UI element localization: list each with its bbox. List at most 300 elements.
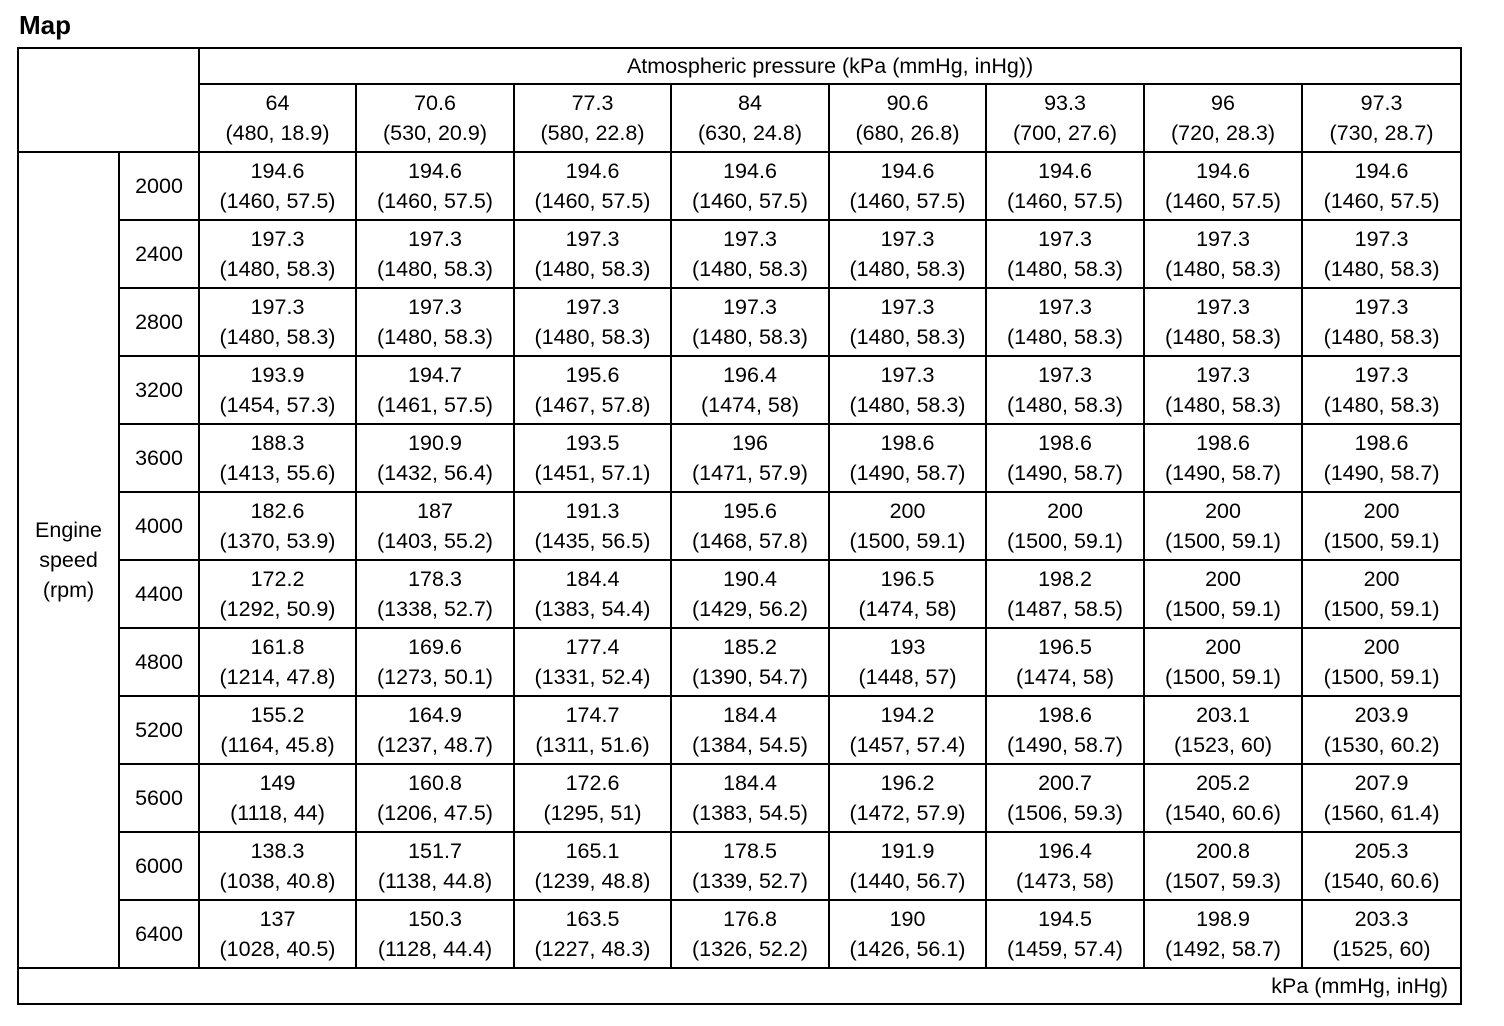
table-cell	[671, 832, 829, 900]
table-row	[18, 152, 1461, 220]
table-row	[18, 628, 1461, 696]
cell-kpa: 197.3	[1038, 227, 1092, 251]
cell-kpa: 197.3	[1038, 363, 1092, 387]
table-cell	[356, 220, 514, 288]
cell-mmhg-inhg: (1480, 58.3)	[377, 325, 493, 349]
table-cell	[1144, 492, 1302, 560]
cell-mmhg-inhg: (1523, 60)	[1173, 733, 1272, 757]
cell-kpa: 178.5	[723, 839, 777, 863]
cell-mmhg-inhg: (1214, 47.8)	[219, 665, 336, 689]
pressure-kpa: 70.6	[414, 91, 456, 115]
cell-mmhg-inhg: (1460, 57.5)	[1007, 189, 1123, 213]
table-cell	[829, 832, 986, 900]
table-cell	[1302, 220, 1461, 288]
cell-kpa: 200	[1205, 635, 1241, 659]
cell-mmhg-inhg: (1413, 55.6)	[219, 461, 336, 485]
cell-mmhg-inhg: (1480, 58.3)	[1323, 325, 1440, 349]
cell-mmhg-inhg: (1540, 60.6)	[1323, 869, 1440, 893]
cell-mmhg-inhg: (1507, 59.3)	[1165, 869, 1281, 893]
cell-kpa: 196.4	[1038, 839, 1092, 863]
table-cell	[514, 560, 671, 628]
cell-kpa: 137	[259, 907, 296, 931]
table-cell	[1144, 288, 1302, 356]
table-cell	[1302, 900, 1461, 968]
table-cell	[986, 696, 1144, 764]
pressure-kpa: 64	[265, 91, 290, 115]
cell-mmhg-inhg: (1460, 57.5)	[534, 189, 651, 213]
table-cell	[829, 696, 986, 764]
rpm-value: 4800	[119, 628, 199, 696]
pressure-mmhg-inhg: (480, 18.9)	[225, 121, 330, 145]
rpm-value: 4000	[119, 492, 199, 560]
cell-mmhg-inhg: (1480, 58.3)	[219, 325, 336, 349]
cell-mmhg-inhg: (1273, 50.1)	[377, 665, 493, 689]
cell-kpa: 197.3	[565, 227, 620, 251]
cell-mmhg-inhg: (1500, 59.1)	[1323, 597, 1440, 621]
pressure-mmhg-inhg: (580, 22.8)	[540, 121, 645, 145]
cell-kpa: 198.6	[1038, 703, 1092, 727]
cell-kpa: 176.8	[723, 907, 777, 931]
table-cell	[1144, 696, 1302, 764]
cell-kpa: 178.3	[408, 567, 462, 591]
cell-kpa: 194.6	[250, 159, 305, 183]
table-cell	[356, 560, 514, 628]
table-cell	[199, 152, 356, 220]
table-cell	[986, 628, 1144, 696]
table-cell	[829, 628, 986, 696]
cell-kpa: 197.3	[723, 227, 777, 251]
cell-mmhg-inhg: (1472, 57.9)	[849, 801, 966, 825]
cell-mmhg-inhg: (1530, 60.2)	[1323, 733, 1440, 757]
cell-kpa: 196.5	[880, 567, 935, 591]
table-cell	[1144, 220, 1302, 288]
cell-mmhg-inhg: (1500, 59.1)	[1165, 529, 1281, 553]
table-cell	[671, 900, 829, 968]
cell-kpa: 194.6	[565, 159, 620, 183]
cell-kpa: 191.3	[565, 499, 620, 523]
table-cell	[1302, 764, 1461, 832]
table-cell	[199, 900, 356, 968]
page-title: Map	[19, 10, 71, 40]
pressure-column-header	[356, 84, 514, 152]
cell-mmhg-inhg: (1506, 59.3)	[1007, 801, 1123, 825]
table-cell	[356, 424, 514, 492]
cell-kpa: 191.9	[880, 839, 935, 863]
cell-mmhg-inhg: (1490, 58.7)	[1007, 461, 1123, 485]
cell-kpa: 194.6	[1354, 159, 1409, 183]
cell-kpa: 194.6	[880, 159, 935, 183]
table-cell	[1144, 832, 1302, 900]
map-table-body	[18, 48, 1461, 1004]
table-cell	[986, 288, 1144, 356]
cell-kpa: 198.6	[1038, 431, 1092, 455]
unit-footnote: kPa (mmHg, inHg)	[18, 968, 1461, 1004]
cell-kpa: 190	[889, 907, 926, 931]
table-cell	[356, 492, 514, 560]
table-cell	[986, 220, 1144, 288]
table-row	[18, 356, 1461, 424]
pressure-column-header	[829, 84, 986, 152]
cell-kpa: 197.3	[250, 295, 305, 319]
cell-kpa: 195.6	[565, 363, 620, 387]
engine-speed-label-line: Engine	[35, 518, 102, 542]
table-cell	[514, 492, 671, 560]
cell-mmhg-inhg: (1490, 58.7)	[849, 461, 966, 485]
cell-kpa: 200	[1363, 635, 1400, 659]
cell-mmhg-inhg: (1480, 58.3)	[534, 257, 651, 281]
cell-mmhg-inhg: (1451, 57.1)	[534, 461, 651, 485]
cell-mmhg-inhg: (1474, 58)	[1015, 665, 1114, 689]
cell-kpa: 172.6	[565, 771, 620, 795]
cell-mmhg-inhg: (1206, 47.5)	[377, 801, 493, 825]
pressure-mmhg-inhg: (730, 28.7)	[1329, 121, 1434, 145]
cell-mmhg-inhg: (1480, 58.3)	[1323, 393, 1440, 417]
table-cell	[671, 424, 829, 492]
table-cell	[1144, 628, 1302, 696]
corner-cell	[18, 48, 199, 152]
table-cell	[829, 356, 986, 424]
pressure-mmhg-inhg: (530, 20.9)	[383, 121, 487, 145]
table-cell	[514, 832, 671, 900]
cell-mmhg-inhg: (1474, 58)	[858, 597, 957, 621]
cell-kpa: 207.9	[1354, 771, 1409, 795]
table-cell	[986, 424, 1144, 492]
cell-kpa: 184.4	[723, 771, 777, 795]
table-cell	[514, 220, 671, 288]
cell-kpa: 194.7	[408, 363, 462, 387]
table-cell	[829, 764, 986, 832]
table-cell	[514, 152, 671, 220]
table-cell	[1302, 560, 1461, 628]
cell-mmhg-inhg: (1490, 58.7)	[1007, 733, 1123, 757]
table-row	[18, 424, 1461, 492]
cell-kpa: 188.3	[250, 431, 305, 455]
table-cell	[1144, 356, 1302, 424]
cell-mmhg-inhg: (1292, 50.9)	[219, 597, 336, 621]
cell-kpa: 197.3	[1354, 295, 1409, 319]
table-cell	[514, 424, 671, 492]
cell-kpa: 172.2	[250, 567, 305, 591]
cell-mmhg-inhg: (1429, 56.2)	[692, 597, 808, 621]
cell-mmhg-inhg: (1403, 55.2)	[377, 529, 493, 553]
cell-mmhg-inhg: (1164, 45.8)	[220, 733, 335, 757]
cell-mmhg-inhg: (1480, 58.3)	[849, 325, 966, 349]
table-cell	[1144, 152, 1302, 220]
cell-kpa: 200	[1363, 499, 1400, 523]
cell-mmhg-inhg: (1480, 58.3)	[849, 257, 966, 281]
table-cell	[199, 220, 356, 288]
cell-kpa: 196.2	[880, 771, 935, 795]
cell-mmhg-inhg: (1480, 58.3)	[1323, 257, 1440, 281]
table-cell	[514, 900, 671, 968]
table-row	[18, 560, 1461, 628]
pressure-kpa: 97.3	[1360, 91, 1403, 115]
table-cell	[986, 900, 1144, 968]
pressure-column-header	[671, 84, 829, 152]
cell-mmhg-inhg: (1459, 57.4)	[1007, 937, 1123, 961]
cell-mmhg-inhg: (1311, 51.6)	[535, 733, 650, 757]
cell-mmhg-inhg: (1480, 58.3)	[1007, 393, 1123, 417]
table-cell	[829, 424, 986, 492]
table-cell	[356, 152, 514, 220]
table-cell	[671, 356, 829, 424]
table-cell	[356, 628, 514, 696]
cell-kpa: 196.5	[1038, 635, 1092, 659]
pressure-kpa: 84	[738, 91, 762, 115]
cell-mmhg-inhg: (1440, 56.7)	[849, 869, 966, 893]
cell-mmhg-inhg: (1480, 58.3)	[1165, 257, 1281, 281]
table-cell	[829, 152, 986, 220]
cell-mmhg-inhg: (1500, 59.1)	[1165, 665, 1281, 689]
cell-mmhg-inhg: (1239, 48.8)	[534, 869, 651, 893]
cell-kpa: 197.3	[408, 295, 462, 319]
cell-mmhg-inhg: (1460, 57.5)	[692, 189, 808, 213]
pressure-mmhg-inhg: (720, 28.3)	[1171, 121, 1275, 145]
cell-mmhg-inhg: (1500, 59.1)	[1007, 529, 1123, 553]
pressure-header: Atmospheric pressure (kPa (mmHg, inHg))	[199, 48, 1461, 84]
table-cell	[671, 764, 829, 832]
table-cell	[671, 492, 829, 560]
cell-kpa: 198.2	[1038, 567, 1092, 591]
cell-mmhg-inhg: (1480, 58.3)	[1007, 257, 1123, 281]
cell-mmhg-inhg: (1560, 61.4)	[1323, 801, 1440, 825]
cell-kpa: 198.6	[1354, 431, 1409, 455]
cell-mmhg-inhg: (1138, 44.8)	[377, 869, 493, 893]
cell-mmhg-inhg: (1448, 57)	[858, 665, 957, 689]
cell-kpa: 198.9	[1196, 907, 1250, 931]
cell-kpa: 193.9	[250, 363, 305, 387]
rpm-value: 2000	[119, 152, 199, 220]
cell-mmhg-inhg: (1471, 57.9)	[692, 461, 808, 485]
cell-kpa: 197.3	[723, 295, 777, 319]
cell-mmhg-inhg: (1480, 58.3)	[849, 393, 966, 417]
cell-kpa: 196	[732, 431, 768, 455]
cell-kpa: 195.6	[723, 499, 777, 523]
cell-mmhg-inhg: (1480, 58.3)	[1007, 325, 1123, 349]
cell-kpa: 200.7	[1038, 771, 1092, 795]
cell-mmhg-inhg: (1487, 58.5)	[1007, 597, 1123, 621]
table-cell	[514, 356, 671, 424]
cell-kpa: 187	[417, 499, 453, 523]
cell-kpa: 198.6	[880, 431, 935, 455]
cell-mmhg-inhg: (1331, 52.4)	[534, 665, 651, 689]
table-row	[18, 832, 1461, 900]
footer-row	[18, 968, 1461, 1004]
cell-mmhg-inhg: (1460, 57.5)	[849, 189, 966, 213]
rpm-value: 4400	[119, 560, 199, 628]
pressure-kpa: 77.3	[571, 91, 614, 115]
cell-mmhg-inhg: (1118, 44)	[230, 801, 325, 825]
cell-mmhg-inhg: (1467, 57.8)	[534, 393, 651, 417]
cell-mmhg-inhg: (1227, 48.3)	[534, 937, 651, 961]
cell-mmhg-inhg: (1384, 54.5)	[692, 733, 808, 757]
pressure-column-header	[199, 84, 356, 152]
table-cell	[671, 288, 829, 356]
table-cell	[1144, 424, 1302, 492]
cell-kpa: 200	[1205, 567, 1241, 591]
pressure-column-header	[514, 84, 671, 152]
cell-kpa: 165.1	[565, 839, 620, 863]
cell-kpa: 177.4	[565, 635, 620, 659]
table-cell	[986, 492, 1144, 560]
table-cell	[1302, 424, 1461, 492]
cell-mmhg-inhg: (1038, 40.8)	[219, 869, 336, 893]
cell-mmhg-inhg: (1383, 54.5)	[692, 801, 808, 825]
cell-kpa: 197.3	[408, 227, 462, 251]
cell-kpa: 151.7	[408, 839, 462, 863]
cell-mmhg-inhg: (1480, 58.3)	[534, 325, 651, 349]
engine-speed-label-line: (rpm)	[42, 578, 95, 602]
rpm-value: 3600	[119, 424, 199, 492]
table-cell	[514, 288, 671, 356]
pressure-row	[18, 84, 1461, 152]
rpm-value: 5600	[119, 764, 199, 832]
pressure-mmhg-inhg: (680, 26.8)	[855, 121, 960, 145]
cell-kpa: 200	[1047, 499, 1083, 523]
table-cell	[1302, 288, 1461, 356]
table-cell	[1302, 492, 1461, 560]
cell-kpa: 203.3	[1354, 907, 1409, 931]
cell-kpa: 194.5	[1038, 907, 1092, 931]
table-cell	[356, 356, 514, 424]
rpm-value: 2800	[119, 288, 199, 356]
cell-mmhg-inhg: (1492, 58.7)	[1165, 937, 1281, 961]
table-cell	[199, 492, 356, 560]
cell-kpa: 197.3	[1196, 227, 1250, 251]
cell-kpa: 197.3	[1196, 363, 1250, 387]
cell-kpa: 193	[889, 635, 926, 659]
rpm-value: 5200	[119, 696, 199, 764]
cell-kpa: 197.3	[880, 227, 935, 251]
cell-kpa: 190.4	[723, 567, 777, 591]
header-row-top	[18, 48, 1461, 84]
cell-kpa: 161.8	[250, 635, 305, 659]
table-row	[18, 764, 1461, 832]
table-cell	[514, 696, 671, 764]
cell-kpa: 196.4	[723, 363, 777, 387]
cell-mmhg-inhg: (1339, 52.7)	[692, 869, 808, 893]
cell-kpa: 200	[1205, 499, 1241, 523]
rpm-value: 6000	[119, 832, 199, 900]
cell-mmhg-inhg: (1390, 54.7)	[692, 665, 808, 689]
table-cell	[986, 356, 1144, 424]
cell-kpa: 163.5	[565, 907, 620, 931]
table-cell	[1144, 560, 1302, 628]
table-cell	[671, 152, 829, 220]
table-cell	[986, 152, 1144, 220]
pressure-column-header	[1144, 84, 1302, 152]
pressure-mmhg-inhg: (630, 24.8)	[698, 121, 802, 145]
cell-mmhg-inhg: (1460, 57.5)	[1165, 189, 1281, 213]
table-cell	[986, 560, 1144, 628]
cell-kpa: 205.3	[1354, 839, 1409, 863]
cell-kpa: 197.3	[880, 295, 935, 319]
cell-kpa: 197.3	[1354, 363, 1409, 387]
pressure-kpa: 93.3	[1044, 91, 1086, 115]
cell-mmhg-inhg: (1383, 54.4)	[534, 597, 651, 621]
cell-kpa: 174.7	[565, 703, 620, 727]
table-cell	[1302, 152, 1461, 220]
table-cell	[514, 628, 671, 696]
cell-mmhg-inhg: (1490, 58.7)	[1165, 461, 1281, 485]
cell-mmhg-inhg: (1500, 59.1)	[1165, 597, 1281, 621]
cell-mmhg-inhg: (1028, 40.5)	[219, 937, 336, 961]
cell-mmhg-inhg: (1480, 58.3)	[377, 257, 493, 281]
cell-kpa: 194.6	[723, 159, 777, 183]
table-cell	[829, 900, 986, 968]
table-cell	[199, 560, 356, 628]
table-row	[18, 900, 1461, 968]
table-cell	[199, 424, 356, 492]
cell-kpa: 197.3	[250, 227, 305, 251]
table-cell	[199, 832, 356, 900]
cell-kpa: 184.4	[723, 703, 777, 727]
table-cell	[829, 492, 986, 560]
cell-mmhg-inhg: (1370, 53.9)	[219, 529, 336, 553]
cell-kpa: 203.1	[1196, 703, 1250, 727]
table-cell	[1302, 356, 1461, 424]
table-cell	[1302, 832, 1461, 900]
cell-mmhg-inhg: (1460, 57.5)	[1323, 189, 1440, 213]
table-cell	[829, 560, 986, 628]
cell-mmhg-inhg: (1460, 57.5)	[377, 189, 493, 213]
cell-mmhg-inhg: (1500, 59.1)	[849, 529, 966, 553]
cell-kpa: 138.3	[250, 839, 305, 863]
rpm-value: 2400	[119, 220, 199, 288]
table-cell	[829, 220, 986, 288]
cell-kpa: 150.3	[408, 907, 462, 931]
cell-mmhg-inhg: (1461, 57.5)	[377, 393, 493, 417]
table-cell	[1144, 764, 1302, 832]
cell-kpa: 169.6	[408, 635, 462, 659]
cell-mmhg-inhg: (1473, 58)	[1015, 869, 1114, 893]
engine-speed-label-line: speed	[39, 548, 98, 572]
table-cell	[199, 356, 356, 424]
cell-kpa: 184.4	[565, 567, 620, 591]
cell-kpa: 198.6	[1196, 431, 1250, 455]
cell-kpa: 197.3	[1354, 227, 1409, 251]
table-cell	[986, 764, 1144, 832]
pressure-column-header	[1302, 84, 1461, 152]
pressure-mmhg-inhg: (700, 27.6)	[1013, 121, 1117, 145]
table-cell	[1144, 900, 1302, 968]
table-cell	[199, 764, 356, 832]
cell-kpa: 200	[889, 499, 926, 523]
table-row	[18, 696, 1461, 764]
cell-mmhg-inhg: (1490, 58.7)	[1323, 461, 1440, 485]
cell-mmhg-inhg: (1237, 48.7)	[377, 733, 493, 757]
cell-kpa: 155.2	[250, 703, 305, 727]
cell-kpa: 160.8	[408, 771, 462, 795]
cell-mmhg-inhg: (1500, 59.1)	[1323, 665, 1440, 689]
cell-mmhg-inhg: (1480, 58.3)	[692, 325, 808, 349]
cell-kpa: 190.9	[408, 431, 462, 455]
cell-kpa: 164.9	[408, 703, 462, 727]
cell-kpa: 185.2	[723, 635, 777, 659]
cell-mmhg-inhg: (1128, 44.4)	[377, 937, 493, 961]
cell-mmhg-inhg: (1525, 60)	[1332, 937, 1431, 961]
pressure-column-header	[986, 84, 1144, 152]
cell-mmhg-inhg: (1457, 57.4)	[849, 733, 966, 757]
cell-mmhg-inhg: (1295, 51)	[543, 801, 642, 825]
pressure-kpa: 90.6	[886, 91, 929, 115]
rpm-value: 3200	[119, 356, 199, 424]
table-cell	[356, 764, 514, 832]
cell-kpa: 197.3	[1038, 295, 1092, 319]
cell-mmhg-inhg: (1540, 60.6)	[1165, 801, 1281, 825]
cell-mmhg-inhg: (1474, 58)	[700, 393, 799, 417]
cell-mmhg-inhg: (1432, 56.4)	[377, 461, 493, 485]
